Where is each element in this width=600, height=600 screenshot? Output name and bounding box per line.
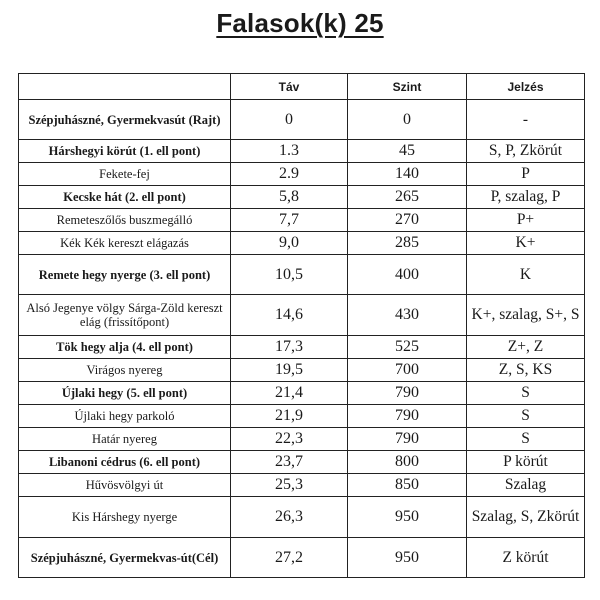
header-location [19,74,231,100]
distance-cell: 7,7 [231,209,348,232]
distance-cell: 27,2 [231,538,348,578]
elevation-cell: 790 [348,428,467,451]
table-row [19,451,585,474]
trail-marking-cell: S, P, Zkörút [467,140,585,163]
trail-marking-cell: S [467,405,585,428]
location-cell: Libanoni cédrus (6. ell pont) [19,451,231,474]
table-row [19,497,585,538]
trail-marking-cell: P körút [467,451,585,474]
location-cell: Határ nyereg [19,428,231,451]
distance-cell: 9,0 [231,232,348,255]
distance-cell: 2.9 [231,163,348,186]
header-tav: Táv [231,74,348,100]
distance-cell: 10,5 [231,255,348,295]
elevation-cell: 270 [348,209,467,232]
trail-marking-cell: P, szalag, P [467,186,585,209]
table-header-row [19,74,585,100]
elevation-cell: 285 [348,232,467,255]
table-row [19,255,585,295]
trail-marking-cell: Szalag [467,474,585,497]
distance-cell: 5,8 [231,186,348,209]
elevation-cell: 430 [348,295,467,336]
trail-marking-cell: P+ [467,209,585,232]
trail-marking-cell: P [467,163,585,186]
distance-cell: 0 [231,100,348,140]
distance-cell: 1.3 [231,140,348,163]
table-row [19,295,585,336]
table-row [19,382,585,405]
table-row [19,186,585,209]
location-cell: Fekete-fej [19,163,231,186]
elevation-cell: 700 [348,359,467,382]
trail-marking-cell: Z körút [467,538,585,578]
table-row [19,232,585,255]
trail-marking-cell: Z, S, KS [467,359,585,382]
location-cell: Hárshegyi körút (1. ell pont) [19,140,231,163]
trail-marking-cell: - [467,100,585,140]
location-cell: Alsó Jegenye völgy Sárga-Zöld kereszt elág (frissítőpont) [19,295,231,336]
location-cell: Tök hegy alja (4. ell pont) [19,336,231,359]
elevation-cell: 850 [348,474,467,497]
elevation-cell: 45 [348,140,467,163]
distance-cell: 21,9 [231,405,348,428]
table-row [19,140,585,163]
table-row [19,359,585,382]
location-cell: Remeteszőlős buszmegálló [19,209,231,232]
header-jelzes: Jelzés [467,74,585,100]
table-row [19,100,585,140]
table-row [19,209,585,232]
location-cell: Hűvösvölgyi út [19,474,231,497]
elevation-cell: 0 [348,100,467,140]
trail-marking-cell: K+, szalag, S+, S [467,295,585,336]
distance-cell: 22,3 [231,428,348,451]
location-cell: Virágos nyereg [19,359,231,382]
distance-cell: 25,3 [231,474,348,497]
distance-cell: 21,4 [231,382,348,405]
route-table-body [19,100,585,578]
distance-cell: 17,3 [231,336,348,359]
distance-cell: 14,6 [231,295,348,336]
trail-marking-cell: K+ [467,232,585,255]
location-cell: Szépjuhászné, Gyermekvas-út(Cél) [19,538,231,578]
trail-marking-cell: Szalag, S, Zkörút [467,497,585,538]
elevation-cell: 525 [348,336,467,359]
table-row [19,538,585,578]
distance-cell: 26,3 [231,497,348,538]
elevation-cell: 790 [348,382,467,405]
elevation-cell: 790 [348,405,467,428]
trail-marking-cell: S [467,428,585,451]
trail-marking-cell: K [467,255,585,295]
location-cell: Kis Hárshegy nyerge [19,497,231,538]
elevation-cell: 140 [348,163,467,186]
header-szint: Szint [348,74,467,100]
distance-cell: 19,5 [231,359,348,382]
location-cell: Újlaki hegy (5. ell pont) [19,382,231,405]
location-cell: Kecske hát (2. ell pont) [19,186,231,209]
location-cell: Remete hegy nyerge (3. ell pont) [19,255,231,295]
table-row [19,336,585,359]
elevation-cell: 950 [348,497,467,538]
location-cell: Kék Kék kereszt elágazás [19,232,231,255]
page-title: Falasok(k) 25 [216,8,384,38]
table-row [19,163,585,186]
elevation-cell: 265 [348,186,467,209]
trail-marking-cell: S [467,382,585,405]
table-row [19,474,585,497]
location-cell: Újlaki hegy parkoló [19,405,231,428]
table-row [19,405,585,428]
route-table [18,73,585,578]
elevation-cell: 400 [348,255,467,295]
distance-cell: 23,7 [231,451,348,474]
location-cell: Szépjuhászné, Gyermekvasút (Rajt) [19,100,231,140]
table-row [19,428,585,451]
elevation-cell: 800 [348,451,467,474]
trail-marking-cell: Z+, Z [467,336,585,359]
elevation-cell: 950 [348,538,467,578]
